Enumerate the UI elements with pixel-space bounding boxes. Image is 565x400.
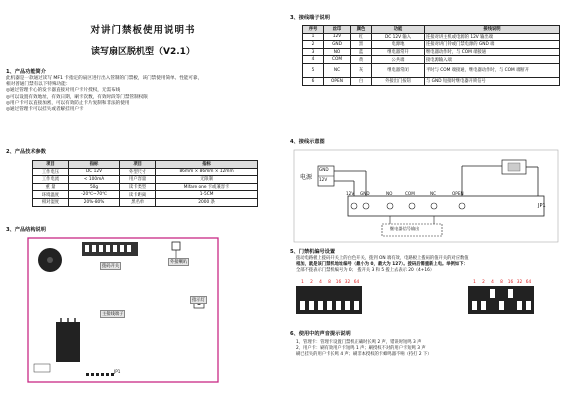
dip-key xyxy=(472,301,477,310)
table-cell: 黄 xyxy=(351,56,372,64)
table-row xyxy=(303,41,560,49)
table-cell: 继电器动作时，与 COM 端接通 xyxy=(425,48,560,56)
table-cell: DC 12V xyxy=(68,168,119,176)
table-cell: COM xyxy=(324,56,351,64)
dip-key xyxy=(354,301,359,310)
dip-value-label: 32 xyxy=(516,280,523,285)
terminal-label-com: COM xyxy=(405,191,415,196)
table-cell: < 100mA xyxy=(68,176,119,184)
table-row xyxy=(33,176,258,184)
dip-value-label: 16 xyxy=(335,280,342,285)
wiring-diagram-heading: 4、接线示意图 xyxy=(290,139,325,145)
jp1-diagram-label: JP1 xyxy=(538,203,546,209)
table-row xyxy=(303,77,560,85)
intro-line: 相对普通门禁有以下特殊功能： xyxy=(6,82,71,88)
main-terminal-label: 主接线端子 xyxy=(102,312,124,317)
feature-line: ◎通过管理卡可以挂失或者解挂用户卡 xyxy=(6,107,84,113)
table-cell: 工作电压 xyxy=(33,168,69,176)
address-setting-body xyxy=(296,256,564,274)
dip-key xyxy=(517,301,522,310)
dip-key xyxy=(336,301,341,310)
terminal-label-nc: NC xyxy=(430,191,437,196)
power-label: 电源 xyxy=(300,174,313,181)
dip-value-label: 16 xyxy=(507,280,514,285)
address-setting-heading: 5、门禁机编号设置 xyxy=(290,249,336,255)
table-cell: 2000 条 xyxy=(156,198,258,206)
terminal-block-icon xyxy=(56,322,80,362)
table-cell: 工作电流 xyxy=(33,176,69,184)
dip-key xyxy=(300,301,305,310)
terminal-label-12v: 12V xyxy=(346,191,355,196)
left-page xyxy=(4,0,282,400)
address-line: 相加，就是该门禁机地址编号（最小为 0，最大为 127）。拨码后需重新上电。举例如下： xyxy=(296,262,468,267)
col-header: 指标 xyxy=(156,161,258,169)
table-cell: 3 xyxy=(303,48,324,56)
table-cell: 黑名单 xyxy=(120,198,156,206)
table-cell: 继电器常闭 xyxy=(372,63,425,77)
table-cell: 平时与 COM 端接通，继电器动作时，与 COM 端断开 xyxy=(425,63,560,77)
table-cell: 4 xyxy=(303,56,324,64)
table-header-row xyxy=(303,26,560,34)
table-cell: 用户容量 xyxy=(120,176,156,184)
dip-key xyxy=(490,289,495,298)
table-cell: 读卡距离 xyxy=(120,191,156,199)
terminal-strip xyxy=(348,196,544,216)
table-cell: 连接对讲门铃或门禁电源的 GND 端 xyxy=(425,41,560,49)
document-subtitle: 读写扇区脱机型（V2.1） xyxy=(91,47,195,57)
col-header: 项目 xyxy=(33,161,69,169)
table-cell: 读卡类型 xyxy=(120,183,156,191)
address-line: 全部不拨表示门禁机编号为 0； 拨开关 3 和 5 拨上去表示 20（4+16） xyxy=(296,268,435,273)
dip-value-label: 2 xyxy=(310,280,313,285)
table-cell: 接电源输入端 xyxy=(425,56,560,64)
table-row xyxy=(303,56,560,64)
document-title: 对讲门禁板使用说明书 xyxy=(90,25,196,36)
table-cell: 红 xyxy=(351,33,372,41)
indicator-label: 指示灯 xyxy=(192,298,205,303)
table-row xyxy=(33,183,258,191)
wiring-diagram xyxy=(292,148,562,244)
jp1-label: JP1 xyxy=(114,369,121,374)
dip-key xyxy=(481,301,486,310)
table-cell: 连接对讲主机或电源的 12V 输出端 xyxy=(425,33,560,41)
dip-value-label: 32 xyxy=(344,280,351,285)
table-row xyxy=(33,198,258,206)
table-cell: 1 xyxy=(303,33,324,41)
dip-value-label: 8 xyxy=(500,280,503,285)
spec-table xyxy=(32,160,258,207)
table-cell: 20%-80% xyxy=(68,198,119,206)
table-cell: 外接出门按钮 xyxy=(372,77,425,85)
dip-value-label: 2 xyxy=(482,280,485,285)
table-cell: 12V xyxy=(324,33,351,41)
col-header: 序号 xyxy=(303,26,324,34)
table-cell: 1-5CM xyxy=(156,191,258,199)
dip-value-label: 64 xyxy=(353,280,360,285)
dip-value-label: 8 xyxy=(328,280,331,285)
table-cell: 与 GND 短接时继电器开锁信号 xyxy=(425,77,560,85)
sound-line: 刷已挂失的用户卡长鸣 4 声；刷非本授权的卡蜂鸣器不响（持打 2 下） xyxy=(296,352,432,358)
intro-line: 此机器是一款通过读写 MF1 卡指定的扇区进行出入管制的门禁板，该门禁使用简单、性能可靠， xyxy=(6,76,203,81)
table-cell: GND xyxy=(324,41,351,49)
table-row xyxy=(303,33,560,41)
table-cell: 重 量 xyxy=(33,183,69,191)
sound-line: 2、用户卡：刷有效用户卡短鸣 1 声；刷授权不对的用户卡短鸣 3 声 xyxy=(296,346,426,352)
dip-switch-examples xyxy=(294,276,560,324)
dip-key xyxy=(309,301,314,310)
section-1-heading: 1、产品功能简介 xyxy=(6,69,46,75)
table-cell: 公共端 xyxy=(372,56,425,64)
table-cell: 无限制 xyxy=(156,176,258,184)
table-cell: 电源地 xyxy=(372,41,425,49)
address-line: 拨动电路板上拨码开关上的白色开关，拨到 ON 端有效，电路板上拨码的值开关的对应数值 xyxy=(296,256,469,261)
dip-value-label: 1 xyxy=(473,280,476,285)
table-cell: DC 12V 输入 xyxy=(372,33,425,41)
table-cell: 继电器常开 xyxy=(372,48,425,56)
table-cell: -20℃~70℃ xyxy=(68,191,119,199)
table-row xyxy=(33,168,258,176)
section-2-heading: 2、产品技术参数 xyxy=(6,149,46,155)
col-header: 项目 xyxy=(120,161,156,169)
dip-key xyxy=(508,289,513,298)
col-header: 接线说明 xyxy=(425,26,560,34)
dip-key xyxy=(499,301,504,310)
table-row xyxy=(303,63,560,77)
relay-output-label: 继电器信号输出 xyxy=(390,226,420,231)
dip-key xyxy=(318,301,323,310)
feature-line: ◎可以设置有效地址，有效日期，刷卡次数，有效时段等门禁管制权限 xyxy=(6,94,148,100)
table-cell: 6 xyxy=(303,77,324,85)
table-cell: 黑 xyxy=(351,41,372,49)
terminal-label-open: OPEN xyxy=(452,191,464,196)
power-terminal-gnd: GND xyxy=(319,167,329,172)
table-cell: 50g xyxy=(68,183,119,191)
dip-value-label: 1 xyxy=(301,280,304,285)
feature-line: ◎通过管理卡心的发卡器直接对用户卡片授权，无需布线 xyxy=(6,88,121,94)
table-row xyxy=(33,191,258,199)
col-header: 颜色 xyxy=(351,26,372,34)
sound-prompt-body xyxy=(296,340,564,359)
dip-key xyxy=(526,301,531,310)
terminal-label-gnd: GND xyxy=(360,191,370,196)
dip-key xyxy=(327,301,332,310)
section-3-heading: 3、产品结构说明 xyxy=(6,227,46,233)
section-1-body xyxy=(6,76,278,113)
table-header-row xyxy=(33,161,258,169)
table-row xyxy=(303,48,560,56)
table-cell: OPEN xyxy=(324,77,351,85)
terminal-label-no: NO xyxy=(386,191,393,196)
table-cell: 外型尺寸 xyxy=(120,168,156,176)
power-terminal-12v: 12V xyxy=(319,177,328,182)
sound-prompt-heading: 6、使用中的声音提示说明 xyxy=(290,331,351,337)
table-cell: 灰 xyxy=(351,63,372,77)
table-cell: 相对湿度 xyxy=(33,198,69,206)
dip-switch-label: 拨码开关 xyxy=(102,264,120,269)
table-cell: 蓝 xyxy=(351,48,372,56)
col-header: 指标 xyxy=(68,161,119,169)
col-header: 丝印 xyxy=(324,26,351,34)
right-page xyxy=(288,0,565,400)
wiring-table xyxy=(302,25,560,86)
buzzer-label: 外接喇叭 xyxy=(170,260,188,265)
table-cell: 5 xyxy=(303,63,324,77)
wiring-table-heading: 3、接线端子说明 xyxy=(290,15,330,21)
dip-value-label: 4 xyxy=(491,280,494,285)
table-cell: 白 xyxy=(351,77,372,85)
col-header: 功能 xyxy=(372,26,425,34)
sound-line: 1、管理卡：管理卡设置门禁机正确时长鸣 2 声，错误时短鸣 3 声 xyxy=(296,340,422,345)
dip-key xyxy=(345,301,350,310)
table-cell: NO xyxy=(324,48,351,56)
table-cell: 环境温度 xyxy=(33,191,69,199)
table-cell: NC xyxy=(324,63,351,77)
speaker-connector-icon xyxy=(172,242,180,250)
table-cell: 2 xyxy=(303,41,324,49)
dip-value-label: 4 xyxy=(319,280,322,285)
feature-line: ◎用户卡可以直接加密，可以有效防止卡片复制和非法的使用 xyxy=(6,100,130,106)
buzzer-center-icon xyxy=(47,257,53,263)
table-cell: 86mm × 86mm × 12mm xyxy=(156,168,258,176)
table-cell: Mifare one 卡或兼容卡 xyxy=(156,183,258,191)
dip-value-label: 64 xyxy=(525,280,532,285)
